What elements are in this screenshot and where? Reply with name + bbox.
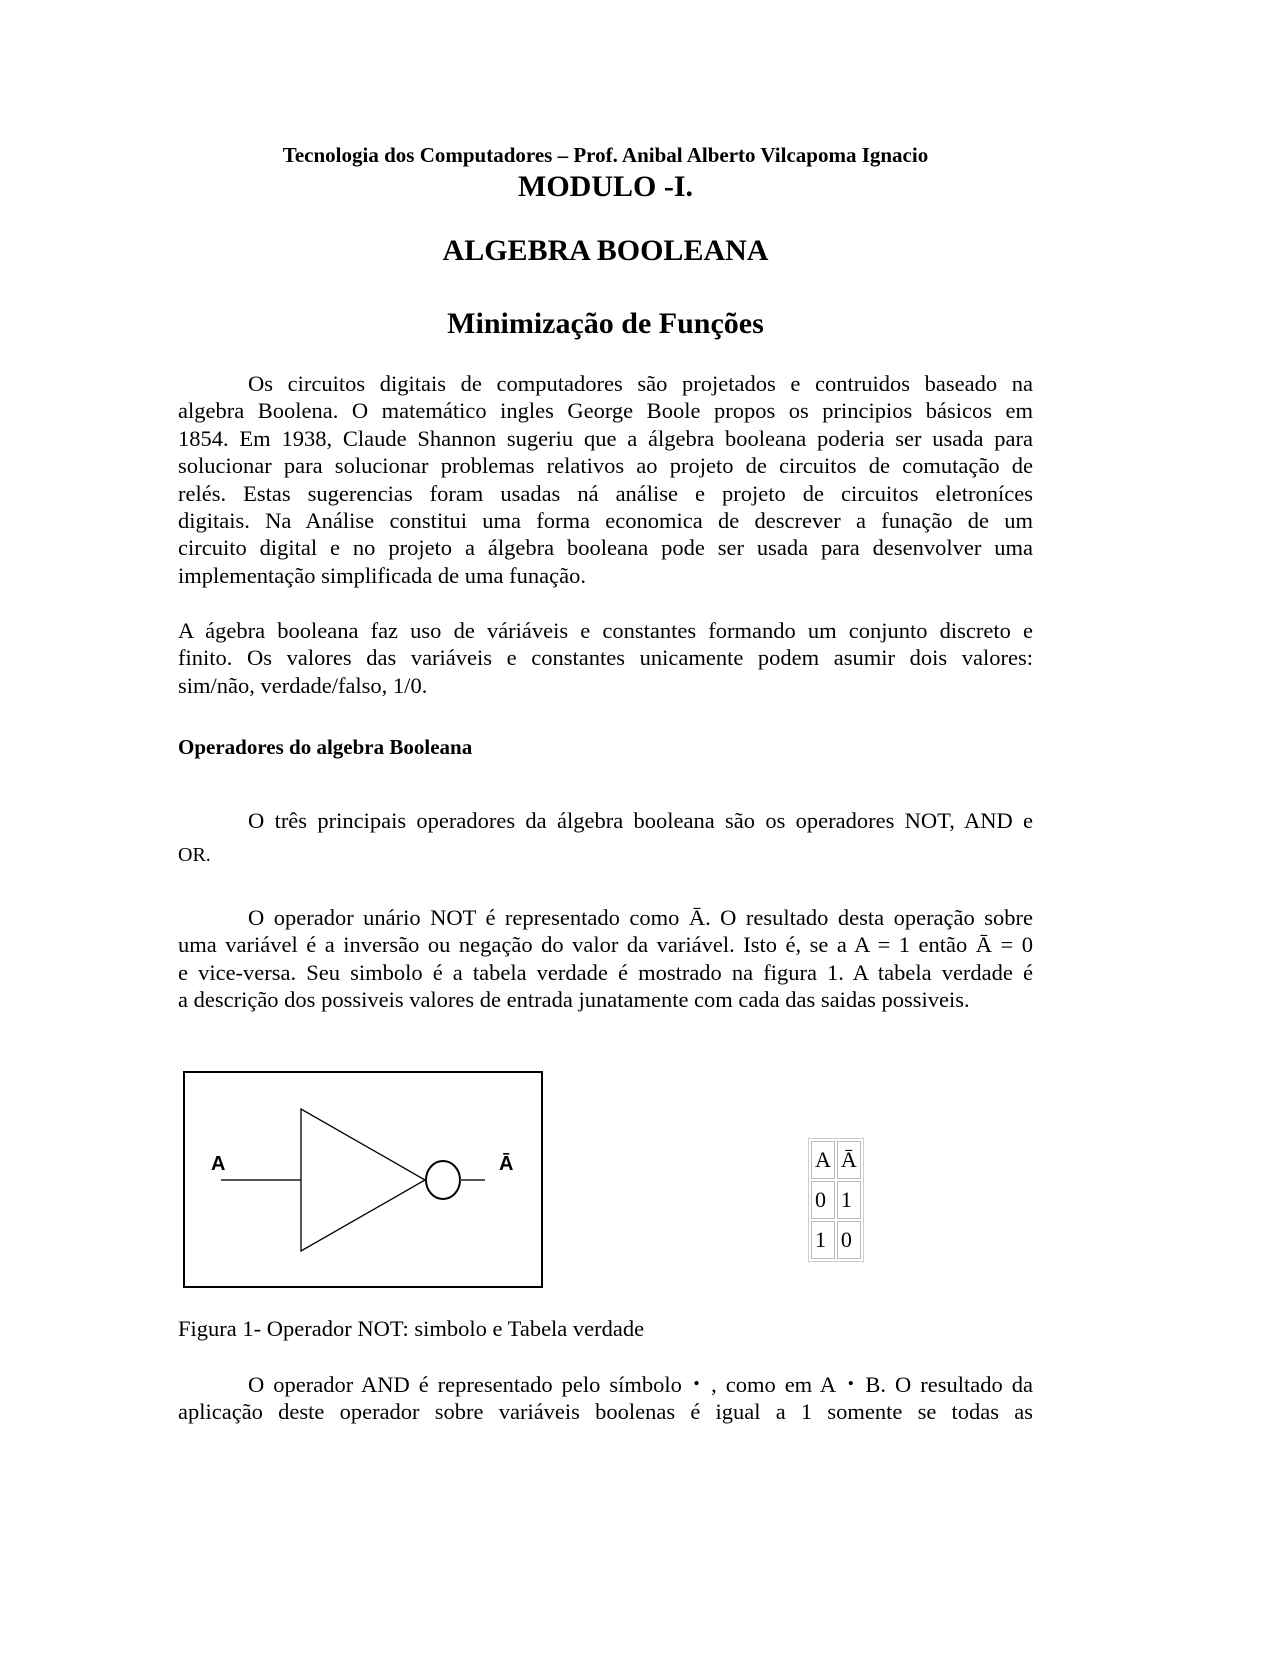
course-header: Tecnologia dos Computadores – Prof. Anibal Alberto Vilcapoma Ignacio — [282, 143, 929, 167]
text-line: O operador AND é representado pelo símbolo・, como em A・B. O resultado da — [248, 1372, 1033, 1397]
intro-paragraph-1 — [178, 370, 1033, 589]
text-line: sim/não, verdade/falso, 1/0. — [178, 672, 428, 698]
text-line: 1854. Em 1938, Claude Shannon sugeriu que a álgebra booleana poderia ser usada para — [178, 425, 1033, 451]
table-header-row — [811, 1141, 861, 1179]
not-gate-symbol-icon — [185, 1073, 541, 1286]
and-paragraph — [178, 1371, 1033, 1426]
table-cell: 1 — [811, 1221, 835, 1259]
table-cell: 0 — [811, 1181, 835, 1219]
text-line: A ágebra booleana faz uso de váriáveis e constantes formando um conjunto discreto e — [178, 618, 1033, 643]
text-line: finito. Os valores das variáveis e constantes unicamente podem asumir dois valores: — [178, 645, 1033, 671]
text-line: e vice-versa. Seu simbolo é a tabela verdade é mostrado na figura 1. A tabela verdade é — [178, 959, 1033, 985]
table-header: A — [811, 1141, 835, 1179]
section-heading: Operadores do algebra Booleana — [178, 735, 473, 759]
text-line: uma variável é a inversão ou negação do valor da variável. Isto é, se a A = 1 então Ā = 0 — [178, 932, 1033, 958]
table-cell: 1 — [837, 1181, 861, 1219]
text-line: OR. — [178, 844, 211, 867]
text-line: aplicação deste operador sobre variáveis boolenas é igual a 1 somente se todas as — [178, 1399, 1033, 1425]
text-line: solucionar para solucionar problemas relativos ao projeto de circuitos de comutação de — [178, 453, 1033, 479]
text-line: implementação simplificada de uma funação. — [178, 562, 586, 588]
text-line: circuito digital e no projeto a álgebra booleana pode ser usada para desenvolver uma — [178, 535, 1033, 561]
page-title: ALGEBRA BOOLEANA — [442, 234, 769, 267]
input-label: A — [211, 1153, 226, 1175]
operators-paragraph — [178, 807, 1033, 870]
figure-caption: Figura 1- Operador NOT: simbolo e Tabela verdade — [178, 1316, 645, 1341]
output-label: Ā — [499, 1153, 514, 1175]
text-line: a descrição dos possiveis valores de entrada junatamente com cada das saidas possiveis. — [178, 987, 970, 1013]
text-line: Os circuitos digitais de computadores são projetados e contruidos baseado na — [248, 371, 1033, 396]
table-cell: 0 — [837, 1221, 861, 1259]
table-header: Ā — [837, 1141, 861, 1179]
text-line: O três principais operadores da álgebra booleana são os operadores NOT, AND e — [248, 808, 1033, 833]
truth-table — [808, 1138, 864, 1262]
not-gate-figure — [183, 1071, 543, 1288]
intro-paragraph-2 — [178, 617, 1033, 699]
text-line: digitais. Na Análise constitui uma forma economica de descrever a funação de um — [178, 507, 1033, 533]
text-line: algebra Boolena. O matemático ingles George Boole propos os principios básicos em — [178, 398, 1033, 424]
table-row — [811, 1181, 861, 1219]
table-row — [811, 1221, 861, 1259]
text-line: relés. Estas sugerencias foram usadas ná análise e projeto de circuitos eletroníces — [178, 480, 1033, 506]
not-paragraph — [178, 904, 1033, 1014]
page-subtitle: Minimização de Funções — [447, 307, 764, 340]
text-line: O operador unário NOT é representado como Ā. O resultado desta operação sobre — [248, 905, 1033, 930]
module-title: MODULO -I. — [518, 170, 693, 203]
